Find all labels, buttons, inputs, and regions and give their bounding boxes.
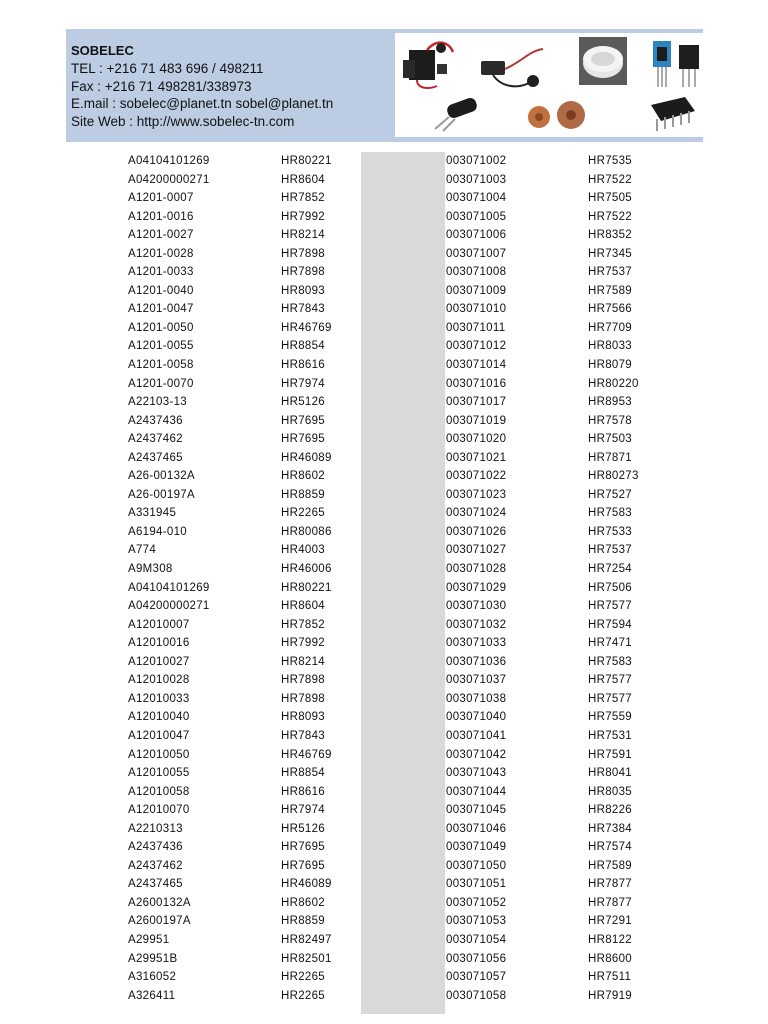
part-number-entry: 003071006 bbox=[446, 229, 507, 242]
part-number-entry: HR7578 bbox=[588, 414, 632, 427]
part-number-entry: A1201-0040 bbox=[128, 284, 194, 297]
part-number-entry: 003071021 bbox=[446, 451, 507, 464]
part-number-entry: 003071028 bbox=[446, 563, 507, 576]
part-number-entry: HR7877 bbox=[588, 896, 632, 909]
part-number-entry: 003071027 bbox=[446, 544, 507, 557]
part-number-entry: HR8122 bbox=[588, 933, 632, 946]
part-number-entry: 003071030 bbox=[446, 600, 507, 613]
part-number-entry: A12010027 bbox=[128, 655, 190, 668]
part-number-entry: A29951 bbox=[128, 933, 170, 946]
part-number-entry: A1201-0027 bbox=[128, 229, 194, 242]
part-number-entry: 003071044 bbox=[446, 785, 507, 798]
part-number-entry: 003071003 bbox=[446, 173, 507, 186]
part-number-entry: HR2265 bbox=[281, 971, 325, 984]
part-number-entry: 003071005 bbox=[446, 210, 507, 223]
part-number-entry: HR8604 bbox=[281, 173, 325, 186]
part-number-entry: A2437436 bbox=[128, 414, 183, 427]
part-number-entry: HR80220 bbox=[588, 377, 639, 390]
part-number-entry: 003071050 bbox=[446, 859, 507, 872]
part-number-entry: HR8616 bbox=[281, 359, 325, 372]
part-number-entry: A12010007 bbox=[128, 618, 190, 631]
part-number-entry: HR8602 bbox=[281, 896, 325, 909]
part-number-entry: A1201-0055 bbox=[128, 340, 194, 353]
part-number-entry: HR7566 bbox=[588, 303, 632, 316]
fax-line: Fax : +216 71 498281/338973 bbox=[71, 79, 252, 94]
part-number-entry: HR7522 bbox=[588, 173, 632, 186]
part-number-entry: HR7574 bbox=[588, 841, 632, 854]
part-number-entry: HR7537 bbox=[588, 266, 632, 279]
part-number-column-3 bbox=[446, 152, 506, 1005]
part-number-entry: 003071051 bbox=[446, 878, 507, 891]
part-number-entry: HR7992 bbox=[281, 210, 325, 223]
part-number-entry: HR46769 bbox=[281, 321, 332, 334]
part-number-entry: HR8093 bbox=[281, 284, 325, 297]
part-number-entry: HR7535 bbox=[588, 155, 632, 167]
part-number-entry: A1201-0007 bbox=[128, 192, 194, 205]
part-number-entry: HR7577 bbox=[588, 674, 632, 687]
part-number-entry: A12010016 bbox=[128, 637, 190, 650]
part-number-entry: A774 bbox=[128, 544, 157, 557]
company-name: SOBELEC bbox=[71, 43, 134, 58]
part-number-entry: 003071033 bbox=[446, 637, 507, 650]
part-number-column-4 bbox=[588, 152, 639, 1005]
part-number-entry: HR7471 bbox=[588, 637, 632, 650]
part-number-entry: A316052 bbox=[128, 971, 177, 984]
part-number-entry: HR7291 bbox=[588, 915, 632, 928]
part-number-entry: HR8953 bbox=[588, 396, 632, 409]
part-number-entry: 003071045 bbox=[446, 804, 507, 817]
email-line: E.mail : sobelec@planet.tn sobel@planet.tn bbox=[71, 96, 334, 111]
part-number-entry: HR46006 bbox=[281, 563, 332, 576]
part-number-entry: 003071042 bbox=[446, 748, 507, 761]
part-number-entry: HR8214 bbox=[281, 655, 325, 668]
header-banner bbox=[66, 29, 703, 142]
part-number-entry: HR5126 bbox=[281, 822, 325, 835]
part-number-entry: HR7503 bbox=[588, 433, 632, 446]
part-number-entry: HR8600 bbox=[588, 952, 632, 965]
piezo-discs-image bbox=[525, 99, 593, 135]
part-number-entry: 003071009 bbox=[446, 284, 507, 297]
part-number-entry: HR8079 bbox=[588, 359, 632, 372]
part-number-entry: 003071010 bbox=[446, 303, 507, 316]
part-number-entry: 003071040 bbox=[446, 711, 507, 724]
part-number-entry: 003071053 bbox=[446, 915, 507, 928]
part-number-entry: HR4003 bbox=[281, 544, 325, 557]
part-number-entry: 003071046 bbox=[446, 822, 507, 835]
part-number-entry: 003071008 bbox=[446, 266, 507, 279]
gray-column-band bbox=[361, 152, 445, 1014]
part-number-entry: HR7577 bbox=[588, 600, 632, 613]
part-number-entry: HR7898 bbox=[281, 674, 325, 687]
part-number-entry: HR8854 bbox=[281, 340, 325, 353]
part-number-entry: 003071032 bbox=[446, 618, 507, 631]
part-number-entry: HR46089 bbox=[281, 451, 332, 464]
part-number-entry: 003071058 bbox=[446, 989, 507, 1002]
part-number-entry: HR8859 bbox=[281, 488, 325, 501]
part-number-entry: 003071014 bbox=[446, 359, 507, 372]
part-number-entry: 003071056 bbox=[446, 952, 507, 965]
part-number-entry: HR8859 bbox=[281, 915, 325, 928]
ic-chip-image bbox=[645, 91, 699, 135]
part-number-entry: HR8854 bbox=[281, 767, 325, 780]
part-number-entry: A04104101269 bbox=[128, 155, 210, 167]
part-number-entry: HR46089 bbox=[281, 878, 332, 891]
part-number-entry: HR7589 bbox=[588, 284, 632, 297]
part-number-entry: A326411 bbox=[128, 989, 176, 1002]
part-number-entry: 003071004 bbox=[446, 192, 507, 205]
part-number-entry: HR7531 bbox=[588, 729, 632, 742]
part-number-entry: A2600197A bbox=[128, 915, 191, 928]
part-number-entry: HR82501 bbox=[281, 952, 332, 965]
part-number-entry: HR8214 bbox=[281, 229, 325, 242]
part-number-entry: HR7992 bbox=[281, 637, 325, 650]
part-number-entry: A1201-0050 bbox=[128, 321, 194, 334]
part-number-entry: HR7974 bbox=[281, 377, 325, 390]
part-number-entry: A12010033 bbox=[128, 692, 190, 705]
part-number-entry: A12010058 bbox=[128, 785, 190, 798]
buzzer-image bbox=[579, 37, 627, 85]
part-number-entry: A12010047 bbox=[128, 729, 190, 742]
part-number-entry: A04104101269 bbox=[128, 581, 210, 594]
part-number-entry: A04200000271 bbox=[128, 600, 210, 613]
part-number-entry: HR8041 bbox=[588, 767, 632, 780]
part-number-entry: 003071016 bbox=[446, 377, 507, 390]
part-number-entry: A9M308 bbox=[128, 563, 173, 576]
part-number-entry: A12010055 bbox=[128, 767, 190, 780]
part-number-entry: HR2265 bbox=[281, 989, 325, 1002]
transistors-image bbox=[651, 37, 703, 91]
part-number-entry: HR80221 bbox=[281, 155, 332, 167]
part-number-entry: A1201-0047 bbox=[128, 303, 194, 316]
part-number-entry: HR7871 bbox=[588, 451, 632, 464]
part-number-entry: 003071011 bbox=[446, 321, 506, 334]
part-number-entry: HR7919 bbox=[588, 989, 632, 1002]
part-number-entry: HR7583 bbox=[588, 655, 632, 668]
part-number-entry: HR80086 bbox=[281, 525, 332, 538]
website-line: Site Web : http://www.sobelec-tn.com bbox=[71, 114, 295, 129]
part-number-entry: HR7577 bbox=[588, 692, 632, 705]
part-number-entry: A22103-13 bbox=[128, 396, 187, 409]
part-number-entry: HR7695 bbox=[281, 414, 325, 427]
part-number-entry: HR8616 bbox=[281, 785, 325, 798]
part-number-entry: 003071017 bbox=[446, 396, 507, 409]
part-number-entry: HR8604 bbox=[281, 600, 325, 613]
part-number-entry: A6194-010 bbox=[128, 525, 187, 538]
part-number-entry: HR7591 bbox=[588, 748, 632, 761]
part-number-entry: HR80273 bbox=[588, 470, 639, 483]
part-number-entry: HR7522 bbox=[588, 210, 632, 223]
part-number-entry: HR8602 bbox=[281, 470, 325, 483]
part-number-entry: HR8226 bbox=[588, 804, 632, 817]
part-number-entry: 003071037 bbox=[446, 674, 507, 687]
part-number-entry: HR7843 bbox=[281, 729, 325, 742]
part-number-entry: A12010040 bbox=[128, 711, 190, 724]
part-number-entry: HR7533 bbox=[588, 525, 632, 538]
part-number-entry: A1201-0016 bbox=[128, 210, 194, 223]
part-number-entry: 003071029 bbox=[446, 581, 507, 594]
part-number-entry: HR7709 bbox=[588, 321, 632, 334]
part-number-entry: HR82497 bbox=[281, 933, 332, 946]
part-number-entry: 003071020 bbox=[446, 433, 507, 446]
part-number-entry: A12010028 bbox=[128, 674, 190, 687]
part-number-entry: 003071023 bbox=[446, 488, 507, 501]
part-number-entry: 003071043 bbox=[446, 767, 507, 780]
part-number-entry: HR7345 bbox=[588, 247, 632, 260]
part-number-entry: HR7537 bbox=[588, 544, 632, 557]
part-number-entry: HR7898 bbox=[281, 266, 325, 279]
part-number-entry: HR8352 bbox=[588, 229, 632, 242]
part-number-entry: 003071026 bbox=[446, 525, 507, 538]
part-number-entry: HR5126 bbox=[281, 396, 325, 409]
part-number-entry: HR7589 bbox=[588, 859, 632, 872]
part-number-entry: 003071007 bbox=[446, 247, 507, 260]
part-number-entry: HR7594 bbox=[588, 618, 632, 631]
part-number-entry: HR7505 bbox=[588, 192, 632, 205]
part-number-entry: HR8033 bbox=[588, 340, 632, 353]
part-number-entry: A2600132A bbox=[128, 896, 191, 909]
part-number-entry: A331945 bbox=[128, 507, 177, 520]
part-number-entry: HR8035 bbox=[588, 785, 632, 798]
product-photos bbox=[395, 33, 703, 137]
part-number-entry: 003071049 bbox=[446, 841, 507, 854]
part-number-entry: A26-00132A bbox=[128, 470, 195, 483]
part-number-entry: A2210313 bbox=[128, 822, 183, 835]
part-number-entry: HR80221 bbox=[281, 581, 332, 594]
part-number-entry: A2437462 bbox=[128, 859, 183, 872]
capacitor-image bbox=[429, 95, 489, 135]
part-number-entry: HR46769 bbox=[281, 748, 332, 761]
part-number-entry: HR7695 bbox=[281, 433, 325, 446]
part-number-entry: 003071057 bbox=[446, 971, 507, 984]
part-number-entry: A2437462 bbox=[128, 433, 183, 446]
part-number-entry: A04200000271 bbox=[128, 173, 210, 186]
part-number-entry: HR7506 bbox=[588, 581, 632, 594]
part-number-entry: 003071052 bbox=[446, 896, 507, 909]
part-number-column-1 bbox=[128, 152, 210, 1005]
part-number-entry: A1201-0058 bbox=[128, 359, 194, 372]
part-number-entry: HR7852 bbox=[281, 618, 325, 631]
part-number-entry: A1201-0028 bbox=[128, 247, 194, 260]
part-number-entry: HR7384 bbox=[588, 822, 632, 835]
phone-line: TEL : +216 71 483 696 / 498211 bbox=[71, 61, 264, 76]
part-number-entry: A2437465 bbox=[128, 878, 183, 891]
part-number-entry: HR8093 bbox=[281, 711, 325, 724]
part-number-entry: HR7254 bbox=[588, 563, 632, 576]
part-number-entry: 003071012 bbox=[446, 340, 507, 353]
part-number-entry: HR7974 bbox=[281, 804, 325, 817]
part-number-entry: 003071054 bbox=[446, 933, 507, 946]
part-number-entry: A12010050 bbox=[128, 748, 190, 761]
part-number-entry: HR7695 bbox=[281, 859, 325, 872]
part-number-entry: 003071038 bbox=[446, 692, 507, 705]
part-number-column-2 bbox=[281, 152, 332, 1005]
part-number-entry: HR7511 bbox=[588, 971, 632, 984]
part-number-entry: HR2265 bbox=[281, 507, 325, 520]
part-number-entry: HR7898 bbox=[281, 247, 325, 260]
part-number-entry: HR7695 bbox=[281, 841, 325, 854]
component-cable-image bbox=[473, 43, 551, 95]
part-number-entry: A1201-0033 bbox=[128, 266, 194, 279]
part-number-entry: HR7877 bbox=[588, 878, 632, 891]
part-number-entry: HR7843 bbox=[281, 303, 325, 316]
flyback-transformer-image bbox=[397, 36, 459, 92]
part-number-entry: HR7527 bbox=[588, 488, 632, 501]
part-number-entry: A29951B bbox=[128, 952, 178, 965]
part-number-entry: HR7559 bbox=[588, 711, 632, 724]
part-number-entry: 003071002 bbox=[446, 155, 507, 167]
part-number-entry: 003071019 bbox=[446, 414, 507, 427]
part-number-entry: 003071041 bbox=[446, 729, 507, 742]
part-number-entry: A26-00197A bbox=[128, 488, 195, 501]
part-number-entry: A1201-0070 bbox=[128, 377, 194, 390]
part-number-entry: 003071022 bbox=[446, 470, 507, 483]
part-number-entry: 003071036 bbox=[446, 655, 507, 668]
part-number-entry: HR7583 bbox=[588, 507, 632, 520]
part-number-entry: A12010070 bbox=[128, 804, 190, 817]
part-number-entry: 003071024 bbox=[446, 507, 507, 520]
part-number-entry: HR7898 bbox=[281, 692, 325, 705]
part-number-entry: A2437465 bbox=[128, 451, 183, 464]
part-number-entry: HR7852 bbox=[281, 192, 325, 205]
part-number-entry: A2437436 bbox=[128, 841, 183, 854]
